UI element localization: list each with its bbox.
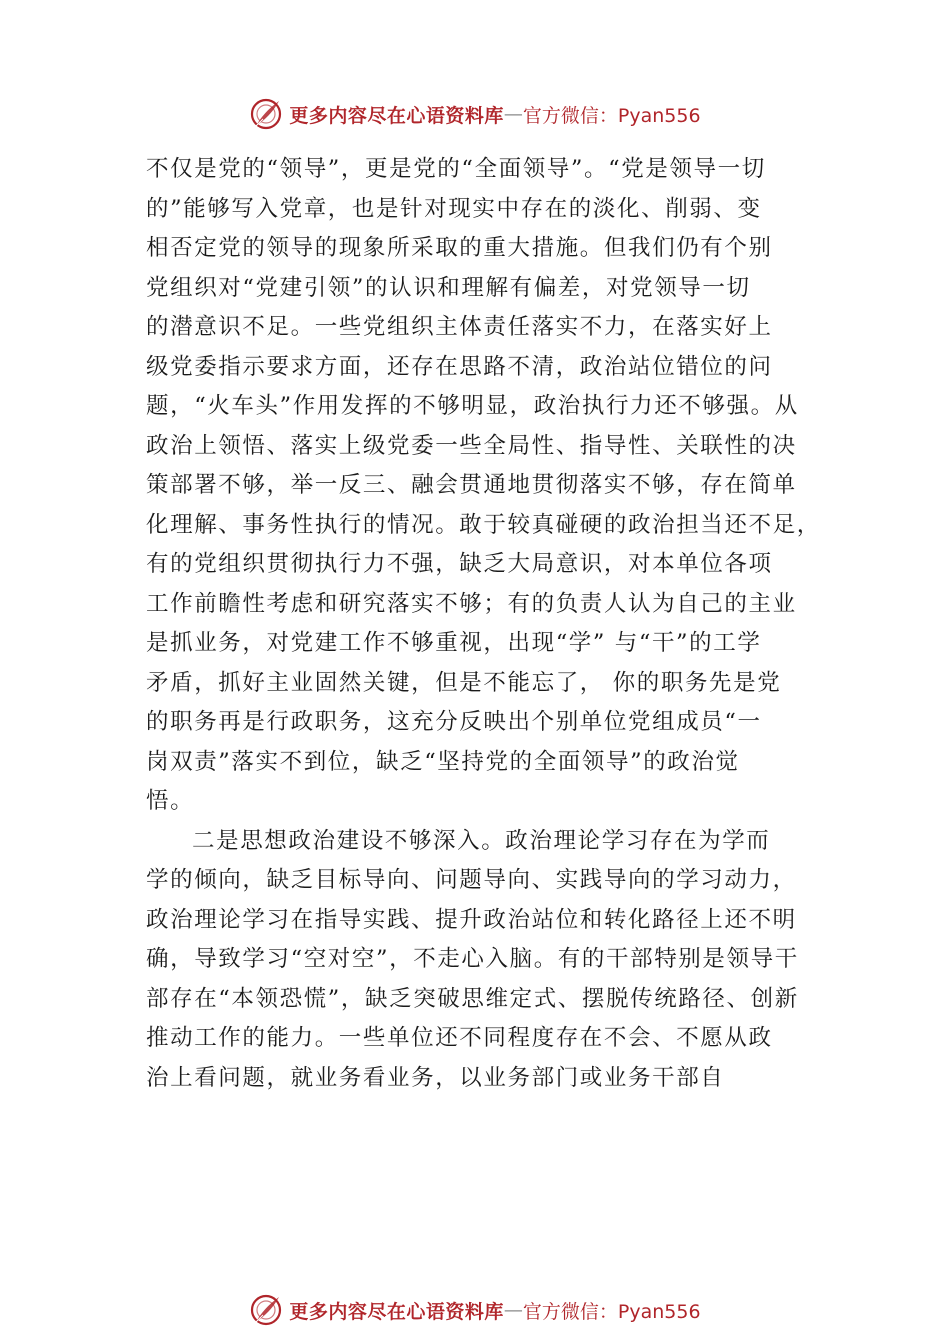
banner-separator: — (503, 1299, 523, 1321)
text-line: 题，“火车头”作用发挥的不够明显，政治执行力还不够强。从 (146, 393, 799, 419)
text-line: 的职务再是行政职务，这充分反映出个别单位党组成员“一 (146, 709, 762, 735)
quill-logo-icon (249, 97, 283, 131)
text-line: 政治理论学习在指导实践、提升政治站位和转化路径上还不明 (146, 906, 797, 933)
text-line: 党组织对“党建引领”的认识和理解有偏差，对党领导一切 (146, 274, 751, 301)
text-line: 治上看问题，就业务看业务，以业务部门或业务干部自 (146, 1064, 725, 1091)
text-line: 悟。 (146, 788, 195, 814)
banner-text: 更多内容尽在心语资料库 (289, 1300, 504, 1323)
text-line: 相否定党的领导的现象所采取的重大措施。但我们仍有个别 (146, 235, 773, 261)
text-line: 工作前瞻性考虑和研究落实不够；有的负责人认为自己的主业 (146, 590, 797, 617)
text-line: 的”能够写入党章，也是针对现实中存在的淡化、削弱、变 (146, 195, 762, 222)
text-line: 的潜意识不足。一些党组织主体责任落实不力，在落实好上 (146, 314, 773, 340)
text-line: 不仅是党的“领导”，更是党的“全面领导”。“党是领导一切 (146, 156, 766, 182)
text-line: 策部署不够，举一反三、融会贯通地贯彻落实不够，存在简单 (146, 472, 797, 498)
banner-text: 更多内容尽在心语资料库 (289, 104, 504, 127)
text-line: 推动工作的能力。一些单位还不同程度存在不会、不愿从政 (146, 1025, 773, 1051)
paragraph-start-line: 二是思想政治建设不够深入。政治理论学习存在为学而 (192, 827, 771, 854)
banner-separator: — (503, 103, 523, 125)
text-line: 化理解、事务性执行的情况。敢于较真碰硬的政治担当还不足， (146, 511, 821, 538)
text-line: 级党委指示要求方面，还存在思路不清，政治站位错位的问 (146, 353, 773, 380)
footer-banner (0, 1290, 950, 1330)
text-line: 学的倾向，缺乏目标导向、问题导向、实践导向的学习动力， (146, 867, 797, 893)
text-line: 是抓业务，对党建工作不够重视，出现“学” 与“干”的工学 (146, 630, 762, 656)
text-line: 部存在“本领恐慌”，缺乏突破思维定式、摆脱传统路径、创新 (146, 985, 799, 1012)
text-line: 岗双责”落实不到位，缺乏“坚持党的全面领导”的政治觉 (146, 748, 740, 775)
text-line: 矛盾，抓好主业固然关键，但是不能忘了， 你的职务先是党 (146, 669, 782, 696)
text-line: 政治上领悟、落实上级党委一些全局性、指导性、关联性的决 (146, 432, 797, 459)
banner-wechat: 官方微信：Pyan556 (522, 104, 701, 127)
header-banner (0, 94, 950, 134)
banner-wechat: 官方微信：Pyan556 (522, 1300, 701, 1323)
text-line: 有的党组织贯彻执行力不强，缺乏大局意识，对本单位各项 (146, 551, 773, 577)
text-line: 确，导致学习“空对空”，不走心入脑。有的干部特别是领导干 (146, 946, 799, 972)
document-body (146, 150, 826, 1098)
quill-logo-icon (249, 1293, 283, 1327)
